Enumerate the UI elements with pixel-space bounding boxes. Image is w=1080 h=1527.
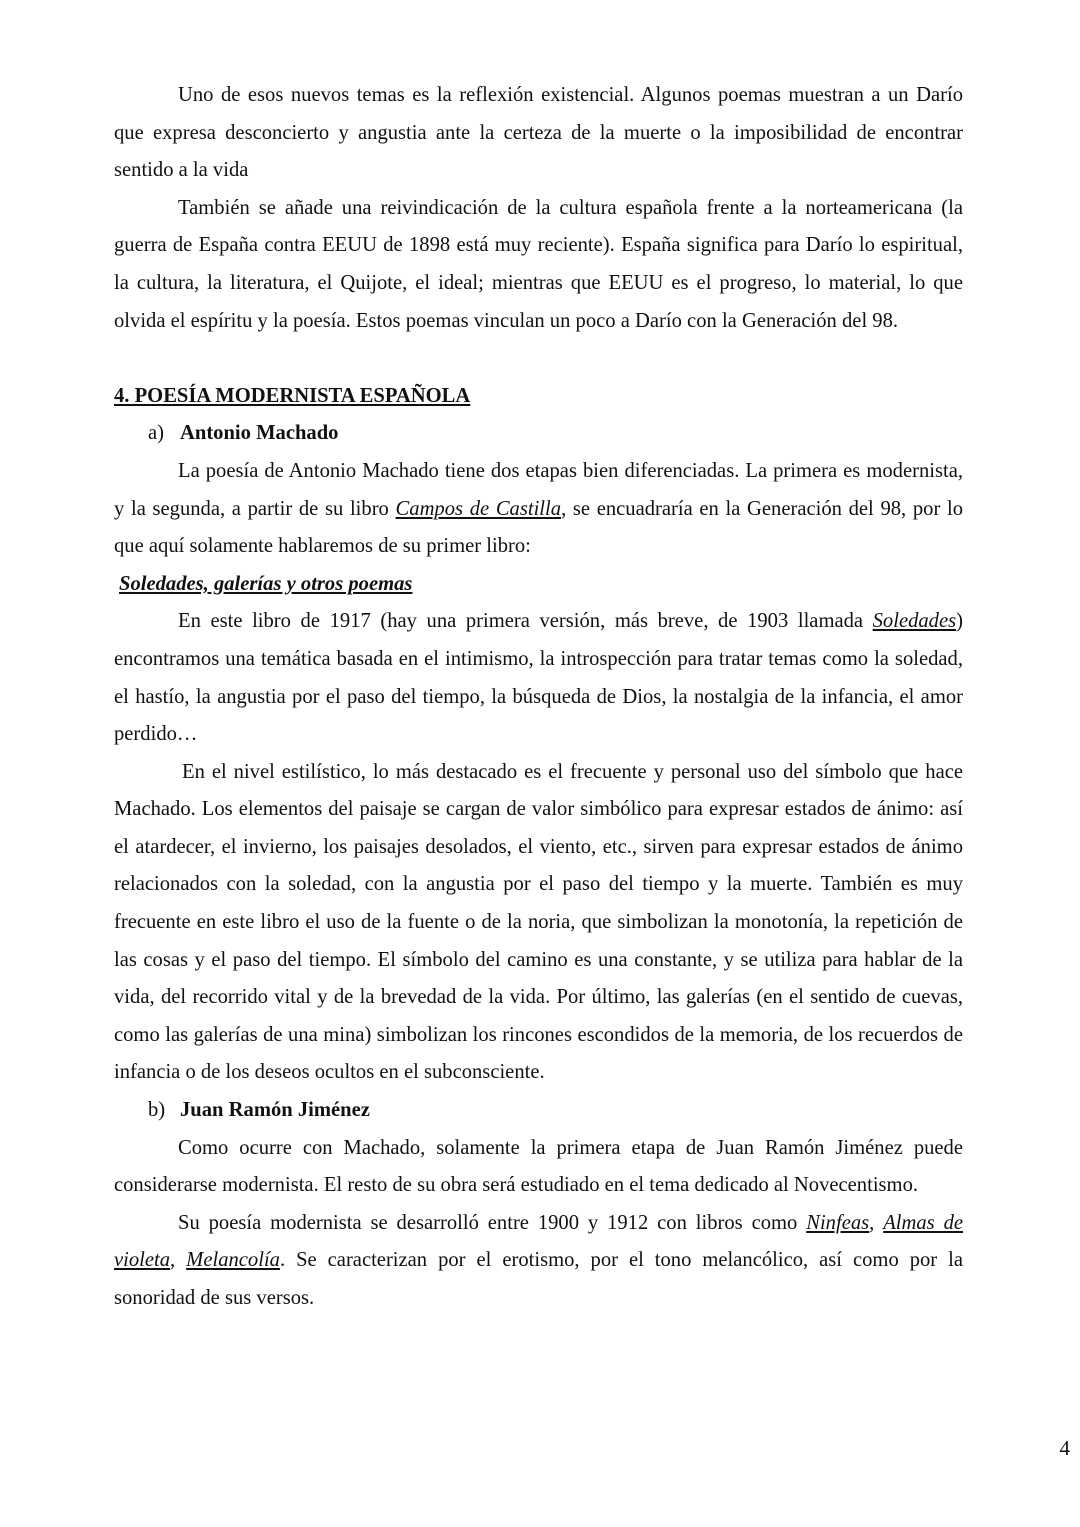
book-title-ninfeas: Ninfeas xyxy=(806,1211,870,1234)
book-title-campos-de-castilla: Campos de Castilla xyxy=(395,497,562,520)
subsection-name: Antonio Machado xyxy=(180,422,339,445)
text-run: En este libro de 1917 (hay una primera versión, más breve, de 1903 llamada xyxy=(178,610,873,633)
subsection-heading-jimenez xyxy=(114,1092,963,1130)
book-title-almas-de-violeta: Almas de violeta xyxy=(114,1211,964,1272)
subsection-letter: a) xyxy=(148,422,164,445)
machado-paragraph-stages xyxy=(114,453,963,566)
text-run: ) encontramos una temática basada en el intimismo, la introspección para tratar temas como la soledad, el hastío, la angustia por el paso del tiempo, la búsqueda de Dios, la nostalgia de la infancia, el amor perdido… xyxy=(114,610,963,746)
document-page xyxy=(114,77,963,1318)
subsection-letter: b) xyxy=(148,1099,166,1122)
section-spacer xyxy=(114,340,963,378)
text-run: . Se caracterizan por el erotismo, por el tono melancólico, así como por la sonoridad de sus versos. xyxy=(114,1249,963,1309)
text-run: , se encuadraría en la Generación del 98, por lo que aquí solamente hablaremos de su primer libro: xyxy=(114,497,963,558)
subsection-name: Juan Ramón Jiménez xyxy=(180,1099,370,1122)
jimenez-paragraph-books xyxy=(114,1205,963,1318)
page-number: 4 xyxy=(1059,1436,1070,1460)
intro-paragraph-spanish-culture: También se añade una reivindicación de la cultura española frente a la norteamericana (la guerra de España contra EEUU de 1898 está muy reciente). España significa para Darío lo espiritual, la cultura, la literatura, el Quijote, el ideal; mientras que EEUU es el progreso, lo material, lo que olvida el espíritu y la poesía. Estos poemas vinculan un poco a Darío con la Generación del 98. xyxy=(114,196,963,332)
text-run: Su poesía modernista se desarrolló entre 1900 y 1912 con libros como xyxy=(178,1211,807,1234)
text-run: , xyxy=(170,1249,187,1272)
section-heading: 4. POESÍA MODERNISTA ESPAÑOLA xyxy=(114,384,471,407)
book-title-soledades: Soledades xyxy=(872,610,957,633)
book-heading-soledades: Soledades, galerías y otros poemas xyxy=(119,572,413,595)
machado-paragraph-symbols: En el nivel estilístico, lo más destacado es el frecuente y personal uso del símbolo que hace Machado. Los elementos del paisaje se cargan de valor simbólico para expresar estados de ánimo: así el atardecer, el invierno, los paisajes desolados, el viento, etc., sirven para expresar estados de ánimo relacionados con la soledad, con la angustia por el paso del tiempo y la muerte. También es muy frecuente en este libro el uso de la fuente o de la noria, que simbolizan la monotonía, la repetición de las cosas y el paso del tiempo. El símbolo del camino es una constante, y se utiliza para hablar de la vida, del recorrido vital y de la brevedad de la vida. Por último, las galerías (en el sentido de cuevas, como las galerías de una mina) simbolizan los rincones escondidos de la memoria, de los recuerdos de infancia o de los deseos ocultos en el subconsciente. xyxy=(114,760,963,1084)
machado-paragraph-themes xyxy=(114,603,963,753)
text-run: , xyxy=(869,1211,884,1234)
book-title-melancolia: Melancolía xyxy=(186,1249,280,1272)
jimenez-paragraph-stages: Como ocurre con Machado, solamente la primera etapa de Juan Ramón Jiménez puede considerarse modernista. El resto de su obra será estudiado en el tema dedicado al Novecentismo. xyxy=(114,1136,963,1197)
text-run: La poesía de Antonio Machado tiene dos etapas bien diferenciadas. La primera es modernista, y la segunda, a partir de su libro xyxy=(114,459,963,520)
subsection-heading-machado xyxy=(114,415,963,453)
intro-paragraph-existential: Uno de esos nuevos temas es la reflexión existencial. Algunos poemas muestran a un Darío que expresa desconcierto y angustia ante la certeza de la muerte o la imposibilidad de encontrar sentido a la vida xyxy=(114,84,963,182)
